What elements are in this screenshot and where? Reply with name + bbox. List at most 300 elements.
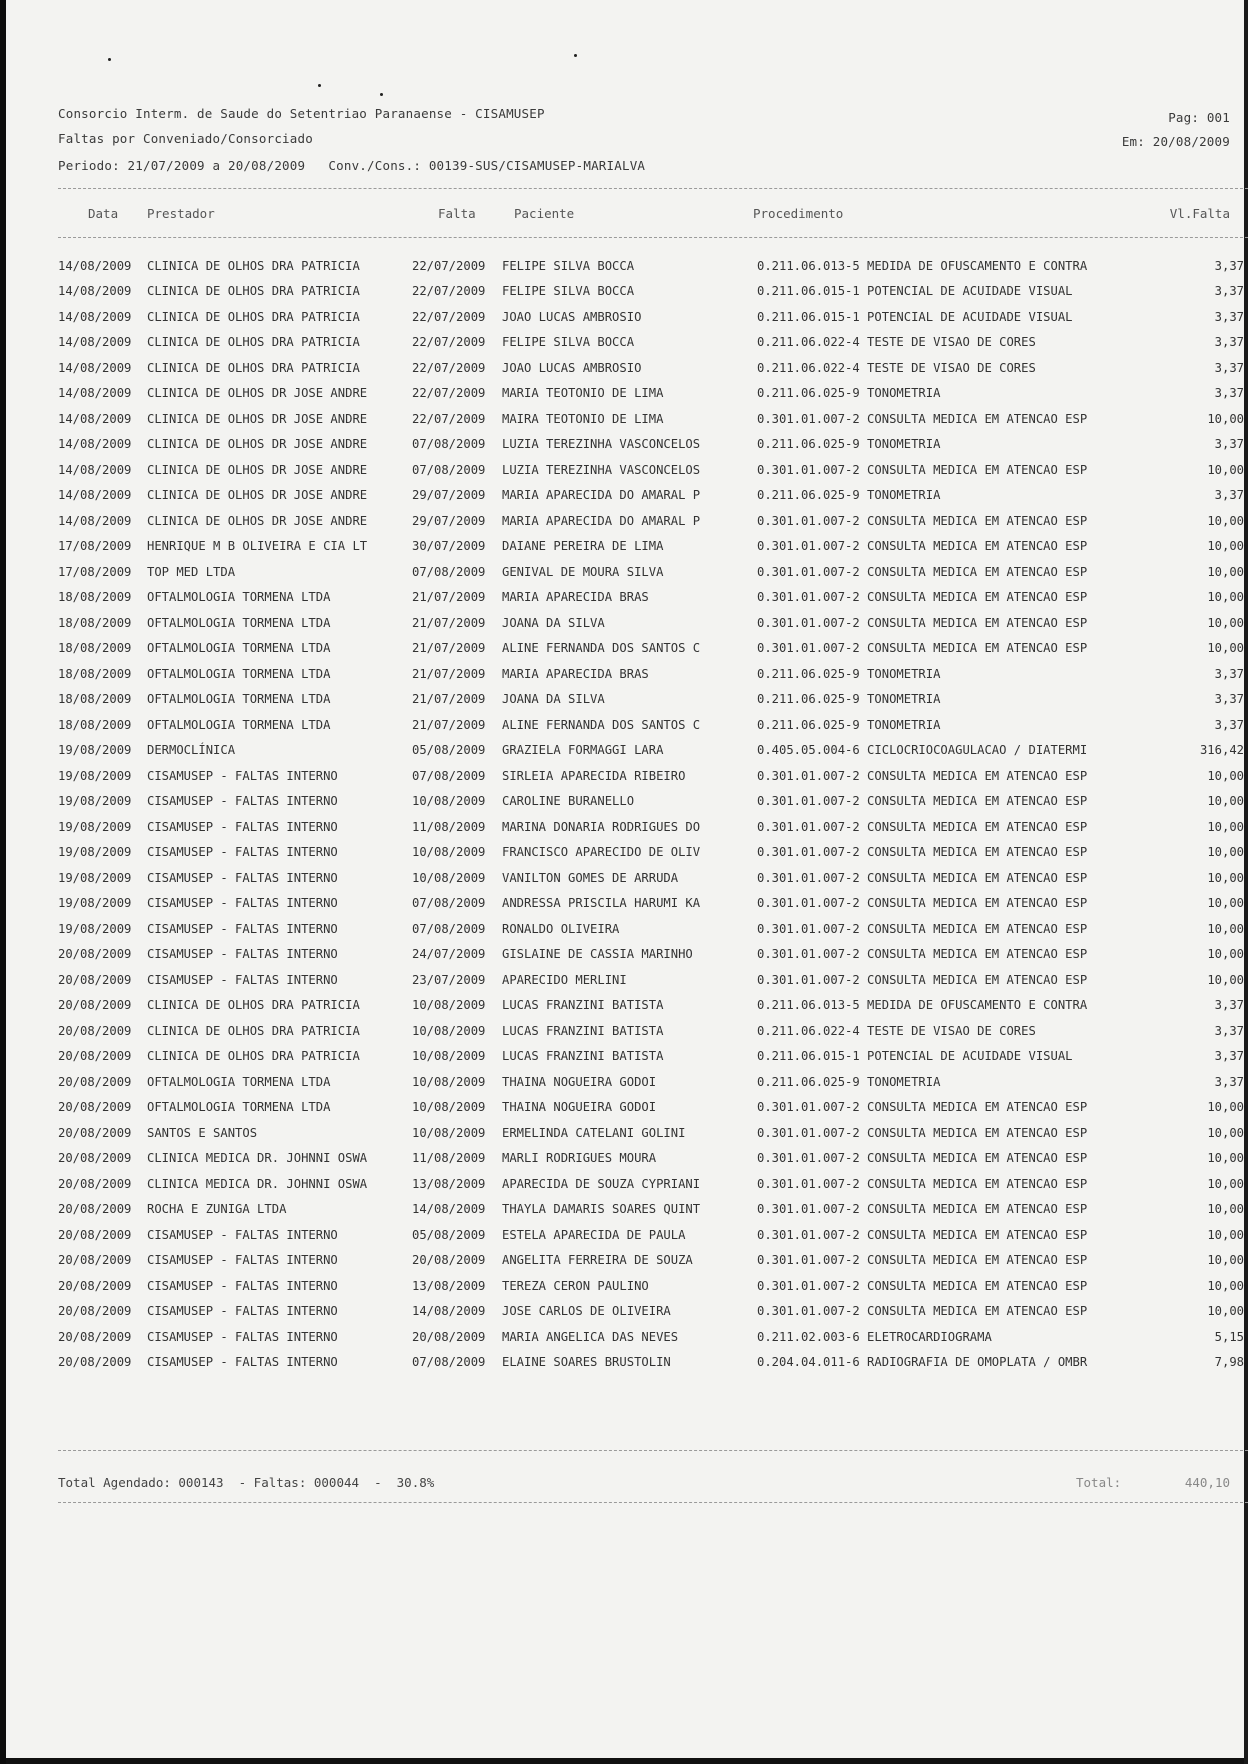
cell-data: 20/08/2009 — [58, 947, 132, 962]
cell-falta: 24/07/2009 — [412, 947, 486, 962]
cell-procedimento: 0.301.01.007-2 CONSULTA MEDICA EM ATENCAO ESP — [757, 1151, 1088, 1166]
cell-paciente: APARECIDA DE SOUZA CYPRIANI — [502, 1176, 701, 1191]
cell-procedimento: 0.211.06.025-9 TONOMETRIA — [757, 692, 941, 707]
table-row — [58, 304, 1244, 330]
cell-valor: 3,37 — [1214, 717, 1244, 732]
cell-falta: 10/08/2009 — [412, 845, 486, 860]
cell-procedimento: 0.301.01.007-2 CONSULTA MEDICA EM ATENCAO ESP — [757, 539, 1088, 554]
cell-procedimento: 0.301.01.007-2 CONSULTA MEDICA EM ATENCAO ESP — [757, 896, 1088, 911]
table-row — [58, 1095, 1244, 1121]
cell-procedimento: 0.211.06.022-4 TESTE DE VISAO DE CORES — [757, 1023, 1036, 1038]
table-row — [58, 967, 1244, 993]
cell-procedimento: 0.211.06.025-9 TONOMETRIA — [757, 437, 941, 452]
cell-prestador: CISAMUSEP - FALTAS INTERNO — [147, 1329, 338, 1344]
cell-procedimento: 0.211.06.025-9 TONOMETRIA — [757, 717, 941, 732]
column-header-valor: Vl.Falta — [1169, 206, 1230, 221]
cell-paciente: ANDRESSA PRISCILA HARUMI KA — [502, 896, 701, 911]
scan-border — [6, 1758, 1244, 1764]
cell-procedimento: 0.211.06.022-4 TESTE DE VISAO DE CORES — [757, 360, 1036, 375]
cell-prestador: OFTALMOLOGIA TORMENA LTDA — [147, 590, 331, 605]
cell-prestador: CLINICA DE OLHOS DRA PATRICIA — [147, 360, 360, 375]
cell-prestador: CISAMUSEP - FALTAS INTERNO — [147, 1227, 338, 1242]
table-row — [58, 1197, 1244, 1223]
cell-paciente: THAINA NOGUEIRA GODOI — [502, 1100, 657, 1115]
cell-procedimento: 0.301.01.007-2 CONSULTA MEDICA EM ATENCAO ESP — [757, 794, 1088, 809]
cell-valor: 10,00 — [1207, 513, 1244, 528]
column-header-paciente: Paciente — [514, 206, 575, 221]
cell-data: 20/08/2009 — [58, 1151, 132, 1166]
column-header-prestador: Prestador — [147, 206, 215, 221]
cell-procedimento: 0.211.06.025-9 TONOMETRIA — [757, 488, 941, 503]
cell-procedimento: 0.301.01.007-2 CONSULTA MEDICA EM ATENCAO ESP — [757, 947, 1088, 962]
cell-valor: 10,00 — [1207, 615, 1244, 630]
cell-falta: 29/07/2009 — [412, 513, 486, 528]
table-row — [58, 610, 1244, 636]
cell-paciente: MARIA APARECIDA BRAS — [502, 666, 649, 681]
cell-falta: 22/07/2009 — [412, 335, 486, 350]
table-row — [58, 891, 1244, 917]
cell-procedimento: 0.301.01.007-2 CONSULTA MEDICA EM ATENCAO ESP — [757, 1253, 1088, 1268]
table-row — [58, 585, 1244, 611]
footer-divider — [58, 1502, 1248, 1503]
table-row — [58, 559, 1244, 585]
table-row — [58, 1069, 1244, 1095]
cell-procedimento: 0.211.06.015-1 POTENCIAL DE ACUIDADE VISUAL — [757, 284, 1073, 299]
cell-falta: 22/07/2009 — [412, 309, 486, 324]
cell-falta: 05/08/2009 — [412, 743, 486, 758]
cell-data: 18/08/2009 — [58, 615, 132, 630]
cell-procedimento: 0.301.01.007-2 CONSULTA MEDICA EM ATENCAO ESP — [757, 564, 1088, 579]
cell-prestador: CISAMUSEP - FALTAS INTERNO — [147, 947, 338, 962]
faltas-table — [58, 253, 1244, 1375]
cell-falta: 11/08/2009 — [412, 1151, 486, 1166]
cell-paciente: CAROLINE BURANELLO — [502, 794, 635, 809]
cell-paciente: ANGELITA FERREIRA DE SOUZA — [502, 1253, 693, 1268]
cell-falta: 10/08/2009 — [412, 1074, 486, 1089]
cell-prestador: HENRIQUE M B OLIVEIRA E CIA LT — [147, 539, 368, 554]
cell-data: 18/08/2009 — [58, 717, 132, 732]
cell-prestador: CISAMUSEP - FALTAS INTERNO — [147, 1278, 338, 1293]
cell-falta: 22/07/2009 — [412, 386, 486, 401]
cell-data: 19/08/2009 — [58, 870, 132, 885]
table-row — [58, 840, 1244, 866]
cell-falta: 10/08/2009 — [412, 794, 486, 809]
cell-paciente: FRANCISCO APARECIDO DE OLIV — [502, 845, 701, 860]
table-row — [58, 1350, 1244, 1376]
cell-data: 20/08/2009 — [58, 1074, 132, 1089]
cell-prestador: CISAMUSEP - FALTAS INTERNO — [147, 1355, 338, 1370]
cell-valor: 10,00 — [1207, 845, 1244, 860]
cell-paciente: ESTELA APARECIDA DE PAULA — [502, 1227, 686, 1242]
cell-prestador: TOP MED LTDA — [147, 564, 236, 579]
page-number: Pag: 001 — [1168, 110, 1230, 125]
cell-data: 19/08/2009 — [58, 845, 132, 860]
cell-paciente: MARIA APARECIDA DO AMARAL P — [502, 513, 701, 528]
cell-falta: 07/08/2009 — [412, 768, 486, 783]
cell-prestador: CISAMUSEP - FALTAS INTERNO — [147, 972, 338, 987]
table-row — [58, 814, 1244, 840]
cell-paciente: ALINE FERNANDA DOS SANTOS C — [502, 717, 701, 732]
table-row — [58, 942, 1244, 968]
cell-valor: 10,00 — [1207, 1176, 1244, 1191]
cell-paciente: MARLI RODRIGUES MOURA — [502, 1151, 657, 1166]
table-row — [58, 432, 1244, 458]
cell-valor: 3,37 — [1214, 488, 1244, 503]
table-row — [58, 1018, 1244, 1044]
cell-procedimento: 0.204.04.011-6 RADIOGRAFIA DE OMOPLATA / OMBR — [757, 1355, 1088, 1370]
table-row — [58, 1044, 1244, 1070]
cell-procedimento: 0.301.01.007-2 CONSULTA MEDICA EM ATENCAO ESP — [757, 921, 1088, 936]
cell-prestador: OFTALMOLOGIA TORMENA LTDA — [147, 615, 331, 630]
org-title: Consorcio Interm. de Saude do Setentriao Paranaense - CISAMUSEP — [58, 106, 545, 121]
cell-data: 14/08/2009 — [58, 284, 132, 299]
cell-procedimento: 0.211.06.013-5 MEDIDA DE OFUSCAMENTO E CONTRA — [757, 998, 1088, 1013]
cell-prestador: CLINICA DE OLHOS DRA PATRICIA — [147, 258, 360, 273]
cell-valor: 10,00 — [1207, 564, 1244, 579]
cell-data: 17/08/2009 — [58, 564, 132, 579]
table-row — [58, 865, 1244, 891]
cell-data: 14/08/2009 — [58, 386, 132, 401]
table-row — [58, 661, 1244, 687]
scan-speck — [108, 58, 111, 61]
table-row — [58, 534, 1244, 560]
cell-falta: 20/08/2009 — [412, 1329, 486, 1344]
cell-data: 14/08/2009 — [58, 360, 132, 375]
cell-paciente: FELIPE SILVA BOCCA — [502, 284, 635, 299]
cell-paciente: SIRLEIA APARECIDA RIBEIRO — [502, 768, 686, 783]
cell-prestador: CLINICA DE OLHOS DRA PATRICIA — [147, 1023, 360, 1038]
cell-valor: 3,37 — [1214, 1049, 1244, 1064]
cell-paciente: MARIA APARECIDA DO AMARAL P — [502, 488, 701, 503]
cell-procedimento: 0.301.01.007-2 CONSULTA MEDICA EM ATENCAO ESP — [757, 590, 1088, 605]
cell-valor: 3,37 — [1214, 386, 1244, 401]
cell-procedimento: 0.211.06.013-5 MEDIDA DE OFUSCAMENTO E CONTRA — [757, 258, 1088, 273]
cell-procedimento: 0.301.01.007-2 CONSULTA MEDICA EM ATENCAO ESP — [757, 462, 1088, 477]
cell-prestador: CISAMUSEP - FALTAS INTERNO — [147, 1253, 338, 1268]
cell-prestador: CLINICA MEDICA DR. JOHNNI OSWA — [147, 1176, 368, 1191]
cell-falta: 07/08/2009 — [412, 1355, 486, 1370]
cell-paciente: JOANA DA SILVA — [502, 692, 605, 707]
cell-procedimento: 0.211.06.015-1 POTENCIAL DE ACUIDADE VISUAL — [757, 309, 1073, 324]
cell-valor: 10,00 — [1207, 1100, 1244, 1115]
cell-prestador: ROCHA E ZUNIGA LTDA — [147, 1202, 287, 1217]
table-row — [58, 687, 1244, 713]
cell-paciente: MARIA APARECIDA BRAS — [502, 590, 649, 605]
table-row — [58, 1146, 1244, 1172]
cell-falta: 10/08/2009 — [412, 1125, 486, 1140]
cell-prestador: CLINICA DE OLHOS DRA PATRICIA — [147, 284, 360, 299]
cell-prestador: CLINICA DE OLHOS DRA PATRICIA — [147, 335, 360, 350]
cell-data: 20/08/2009 — [58, 972, 132, 987]
report-title: Faltas por Conveniado/Consorciado — [58, 131, 313, 146]
table-row — [58, 457, 1244, 483]
cell-prestador: CISAMUSEP - FALTAS INTERNO — [147, 870, 338, 885]
cell-valor: 10,00 — [1207, 870, 1244, 885]
cell-paciente: FELIPE SILVA BOCCA — [502, 335, 635, 350]
cell-procedimento: 0.301.01.007-2 CONSULTA MEDICA EM ATENCAO ESP — [757, 870, 1088, 885]
column-header-procedimento: Procedimento — [753, 206, 844, 221]
cell-valor: 3,37 — [1214, 360, 1244, 375]
cell-procedimento: 0.301.01.007-2 CONSULTA MEDICA EM ATENCAO ESP — [757, 819, 1088, 834]
scan-speck — [574, 54, 577, 57]
cell-prestador: CLINICA DE OLHOS DRA PATRICIA — [147, 309, 360, 324]
cell-procedimento: 0.301.01.007-2 CONSULTA MEDICA EM ATENCAO ESP — [757, 1100, 1088, 1115]
cell-prestador: CLINICA DE OLHOS DRA PATRICIA — [147, 998, 360, 1013]
cell-valor: 3,37 — [1214, 437, 1244, 452]
table-row — [58, 1171, 1244, 1197]
cell-valor: 10,00 — [1207, 921, 1244, 936]
cell-valor: 3,37 — [1214, 284, 1244, 299]
cell-data: 20/08/2009 — [58, 1176, 132, 1191]
cell-valor: 10,00 — [1207, 794, 1244, 809]
cell-procedimento: 0.405.05.004-6 CICLOCRIOCOAGULACAO / DIATERMI — [757, 743, 1088, 758]
cell-paciente: LUCAS FRANZINI BATISTA — [502, 1049, 664, 1064]
table-row — [58, 1273, 1244, 1299]
cell-prestador: CISAMUSEP - FALTAS INTERNO — [147, 794, 338, 809]
cell-valor: 3,37 — [1214, 1023, 1244, 1038]
cell-falta: 13/08/2009 — [412, 1176, 486, 1191]
cell-valor: 10,00 — [1207, 411, 1244, 426]
cell-prestador: CLINICA DE OLHOS DRA PATRICIA — [147, 1049, 360, 1064]
cell-falta: 07/08/2009 — [412, 896, 486, 911]
faltas-table-body — [58, 253, 1244, 1375]
cell-paciente: LUCAS FRANZINI BATISTA — [502, 1023, 664, 1038]
cell-data: 18/08/2009 — [58, 666, 132, 681]
cell-paciente: THAINA NOGUEIRA GODOI — [502, 1074, 657, 1089]
cell-data: 14/08/2009 — [58, 488, 132, 503]
cell-data: 20/08/2009 — [58, 1202, 132, 1217]
cell-valor: 10,00 — [1207, 1253, 1244, 1268]
cell-falta: 14/08/2009 — [412, 1202, 486, 1217]
cell-paciente: VANILTON GOMES DE ARRUDA — [502, 870, 679, 885]
cell-data: 20/08/2009 — [58, 1125, 132, 1140]
issue-date: Em: 20/08/2009 — [1121, 134, 1230, 149]
cell-procedimento: 0.301.01.007-2 CONSULTA MEDICA EM ATENCAO ESP — [757, 641, 1088, 656]
cell-paciente: TEREZA CERON PAULINO — [502, 1278, 649, 1293]
cell-valor: 7,98 — [1214, 1355, 1244, 1370]
cell-paciente: GENIVAL DE MOURA SILVA — [502, 564, 664, 579]
totals-divider — [58, 1450, 1248, 1451]
cell-procedimento: 0.211.06.025-9 TONOMETRIA — [757, 386, 941, 401]
cell-prestador: CLINICA DE OLHOS DR JOSE ANDRE — [147, 437, 368, 452]
cell-falta: 29/07/2009 — [412, 488, 486, 503]
cell-procedimento: 0.301.01.007-2 CONSULTA MEDICA EM ATENCAO ESP — [757, 768, 1088, 783]
cell-prestador: OFTALMOLOGIA TORMENA LTDA — [147, 1074, 331, 1089]
cell-paciente: LUZIA TEREZINHA VASCONCELOS — [502, 437, 701, 452]
cell-valor: 10,00 — [1207, 462, 1244, 477]
column-header-data: Data — [88, 206, 119, 221]
table-row — [58, 406, 1244, 432]
cell-prestador: CLINICA DE OLHOS DR JOSE ANDRE — [147, 411, 368, 426]
cell-paciente: JOANA DA SILVA — [502, 615, 605, 630]
table-row — [58, 330, 1244, 356]
cell-valor: 10,00 — [1207, 1227, 1244, 1242]
cell-paciente: JOAO LUCAS AMBROSIO — [502, 309, 642, 324]
cell-falta: 11/08/2009 — [412, 819, 486, 834]
table-row — [58, 355, 1244, 381]
table-row — [58, 381, 1244, 407]
cell-procedimento: 0.301.01.007-2 CONSULTA MEDICA EM ATENCAO ESP — [757, 513, 1088, 528]
table-row — [58, 789, 1244, 815]
cell-valor: 10,00 — [1207, 1151, 1244, 1166]
cell-procedimento: 0.301.01.007-2 CONSULTA MEDICA EM ATENCAO ESP — [757, 615, 1088, 630]
cell-valor: 10,00 — [1207, 641, 1244, 656]
cell-valor: 10,00 — [1207, 1278, 1244, 1293]
cell-falta: 10/08/2009 — [412, 1100, 486, 1115]
header-divider — [58, 188, 1248, 189]
cell-data: 14/08/2009 — [58, 462, 132, 477]
cell-data: 18/08/2009 — [58, 590, 132, 605]
cell-falta: 22/07/2009 — [412, 284, 486, 299]
cell-procedimento: 0.211.06.025-9 TONOMETRIA — [757, 666, 941, 681]
cell-paciente: ELAINE SOARES BRUSTOLIN — [502, 1355, 671, 1370]
table-row — [58, 483, 1244, 509]
cell-data: 20/08/2009 — [58, 1100, 132, 1115]
cell-procedimento: 0.301.01.007-2 CONSULTA MEDICA EM ATENCAO ESP — [757, 1304, 1088, 1319]
cell-valor: 3,37 — [1214, 666, 1244, 681]
cell-falta: 10/08/2009 — [412, 998, 486, 1013]
cell-procedimento: 0.301.01.007-2 CONSULTA MEDICA EM ATENCAO ESP — [757, 972, 1088, 987]
table-row — [58, 738, 1244, 764]
cell-paciente: GRAZIELA FORMAGGI LARA — [502, 743, 664, 758]
cell-valor: 3,37 — [1214, 692, 1244, 707]
cell-data: 20/08/2009 — [58, 1355, 132, 1370]
cell-data: 14/08/2009 — [58, 309, 132, 324]
cell-data: 19/08/2009 — [58, 743, 132, 758]
cell-procedimento: 0.301.01.007-2 CONSULTA MEDICA EM ATENCAO ESP — [757, 411, 1088, 426]
cell-falta: 14/08/2009 — [412, 1304, 486, 1319]
cell-valor: 10,00 — [1207, 1202, 1244, 1217]
cell-prestador: CLINICA MEDICA DR. JOHNNI OSWA — [147, 1151, 368, 1166]
cell-falta: 10/08/2009 — [412, 870, 486, 885]
cell-procedimento: 0.211.06.022-4 TESTE DE VISAO DE CORES — [757, 335, 1036, 350]
cell-falta: 10/08/2009 — [412, 1023, 486, 1038]
cell-falta: 07/08/2009 — [412, 462, 486, 477]
cell-paciente: APARECIDO MERLINI — [502, 972, 627, 987]
column-header-divider — [58, 237, 1248, 238]
cell-valor: 3,37 — [1214, 1074, 1244, 1089]
cell-paciente: RONALDO OLIVEIRA — [502, 921, 620, 936]
table-row — [58, 1299, 1244, 1325]
cell-paciente: THAYLA DAMARIS SOARES QUINT — [502, 1202, 701, 1217]
cell-falta: 21/07/2009 — [412, 717, 486, 732]
cell-falta: 10/08/2009 — [412, 1049, 486, 1064]
cell-paciente: GISLAINE DE CASSIA MARINHO — [502, 947, 693, 962]
cell-data: 20/08/2009 — [58, 1253, 132, 1268]
cell-procedimento: 0.301.01.007-2 CONSULTA MEDICA EM ATENCAO ESP — [757, 1278, 1088, 1293]
total-label: Total: — [1076, 1475, 1122, 1490]
cell-data: 19/08/2009 — [58, 921, 132, 936]
cell-falta: 23/07/2009 — [412, 972, 486, 987]
scan-speck — [318, 84, 321, 87]
cell-valor: 10,00 — [1207, 972, 1244, 987]
cell-valor: 10,00 — [1207, 1125, 1244, 1140]
cell-paciente: MAIRA TEOTONIO DE LIMA — [502, 411, 664, 426]
cell-valor: 10,00 — [1207, 1304, 1244, 1319]
scan-speck — [380, 93, 383, 96]
cell-data: 20/08/2009 — [58, 1278, 132, 1293]
cell-falta: 07/08/2009 — [412, 564, 486, 579]
cell-falta: 22/07/2009 — [412, 258, 486, 273]
cell-prestador: OFTALMOLOGIA TORMENA LTDA — [147, 1100, 331, 1115]
table-row — [58, 279, 1244, 305]
summary-line: Total Agendado: 000143 - Faltas: 000044 - 30.8% — [58, 1475, 435, 1490]
cell-procedimento: 0.301.01.007-2 CONSULTA MEDICA EM ATENCAO ESP — [757, 1176, 1088, 1191]
cell-falta: 21/07/2009 — [412, 692, 486, 707]
cell-prestador: OFTALMOLOGIA TORMENA LTDA — [147, 641, 331, 656]
cell-valor: 3,37 — [1214, 335, 1244, 350]
cell-procedimento: 0.301.01.007-2 CONSULTA MEDICA EM ATENCAO ESP — [757, 1125, 1088, 1140]
table-row — [58, 1248, 1244, 1274]
table-row — [58, 1222, 1244, 1248]
cell-falta: 21/07/2009 — [412, 666, 486, 681]
cell-data: 18/08/2009 — [58, 641, 132, 656]
cell-falta: 07/08/2009 — [412, 921, 486, 936]
cell-prestador: CISAMUSEP - FALTAS INTERNO — [147, 819, 338, 834]
cell-falta: 13/08/2009 — [412, 1278, 486, 1293]
table-row — [58, 1120, 1244, 1146]
cell-valor: 3,37 — [1214, 309, 1244, 324]
cell-procedimento: 0.211.02.003-6 ELETROCARDIOGRAMA — [757, 1329, 992, 1344]
cell-prestador: CISAMUSEP - FALTAS INTERNO — [147, 896, 338, 911]
cell-valor: 3,37 — [1214, 998, 1244, 1013]
cell-prestador: CISAMUSEP - FALTAS INTERNO — [147, 921, 338, 936]
cell-falta: 21/07/2009 — [412, 615, 486, 630]
cell-data: 20/08/2009 — [58, 1227, 132, 1242]
cell-prestador: CLINICA DE OLHOS DR JOSE ANDRE — [147, 386, 368, 401]
cell-data: 14/08/2009 — [58, 258, 132, 273]
cell-prestador: CISAMUSEP - FALTAS INTERNO — [147, 845, 338, 860]
cell-data: 20/08/2009 — [58, 1049, 132, 1064]
cell-data: 17/08/2009 — [58, 539, 132, 554]
cell-data: 20/08/2009 — [58, 998, 132, 1013]
cell-data: 14/08/2009 — [58, 335, 132, 350]
cell-valor: 3,37 — [1214, 258, 1244, 273]
cell-paciente: MARIA TEOTONIO DE LIMA — [502, 386, 664, 401]
cell-data: 19/08/2009 — [58, 794, 132, 809]
cell-valor: 10,00 — [1207, 768, 1244, 783]
cell-paciente: ALINE FERNANDA DOS SANTOS C — [502, 641, 701, 656]
cell-falta: 22/07/2009 — [412, 360, 486, 375]
cell-data: 19/08/2009 — [58, 819, 132, 834]
cell-procedimento: 0.301.01.007-2 CONSULTA MEDICA EM ATENCAO ESP — [757, 1202, 1088, 1217]
cell-procedimento: 0.211.06.025-9 TONOMETRIA — [757, 1074, 941, 1089]
cell-valor: 10,00 — [1207, 947, 1244, 962]
table-row — [58, 993, 1244, 1019]
table-row — [58, 636, 1244, 662]
cell-paciente: MARIA ANGELICA DAS NEVES — [502, 1329, 679, 1344]
table-row — [58, 508, 1244, 534]
cell-paciente: JOSE CARLOS DE OLIVEIRA — [502, 1304, 671, 1319]
cell-data: 20/08/2009 — [58, 1023, 132, 1038]
cell-prestador: CISAMUSEP - FALTAS INTERNO — [147, 1304, 338, 1319]
cell-data: 19/08/2009 — [58, 896, 132, 911]
table-row — [58, 253, 1244, 279]
cell-paciente: LUZIA TEREZINHA VASCONCELOS — [502, 462, 701, 477]
cell-data: 18/08/2009 — [58, 692, 132, 707]
cell-data: 14/08/2009 — [58, 513, 132, 528]
cell-falta: 20/08/2009 — [412, 1253, 486, 1268]
cell-paciente: FELIPE SILVA BOCCA — [502, 258, 635, 273]
cell-data: 19/08/2009 — [58, 768, 132, 783]
cell-procedimento: 0.301.01.007-2 CONSULTA MEDICA EM ATENCAO ESP — [757, 1227, 1088, 1242]
cell-falta: 30/07/2009 — [412, 539, 486, 554]
cell-procedimento: 0.301.01.007-2 CONSULTA MEDICA EM ATENCAO ESP — [757, 845, 1088, 860]
cell-paciente: ERMELINDA CATELANI GOLINI — [502, 1125, 686, 1140]
cell-procedimento: 0.211.06.015-1 POTENCIAL DE ACUIDADE VISUAL — [757, 1049, 1073, 1064]
cell-paciente: JOAO LUCAS AMBROSIO — [502, 360, 642, 375]
cell-prestador: OFTALMOLOGIA TORMENA LTDA — [147, 692, 331, 707]
